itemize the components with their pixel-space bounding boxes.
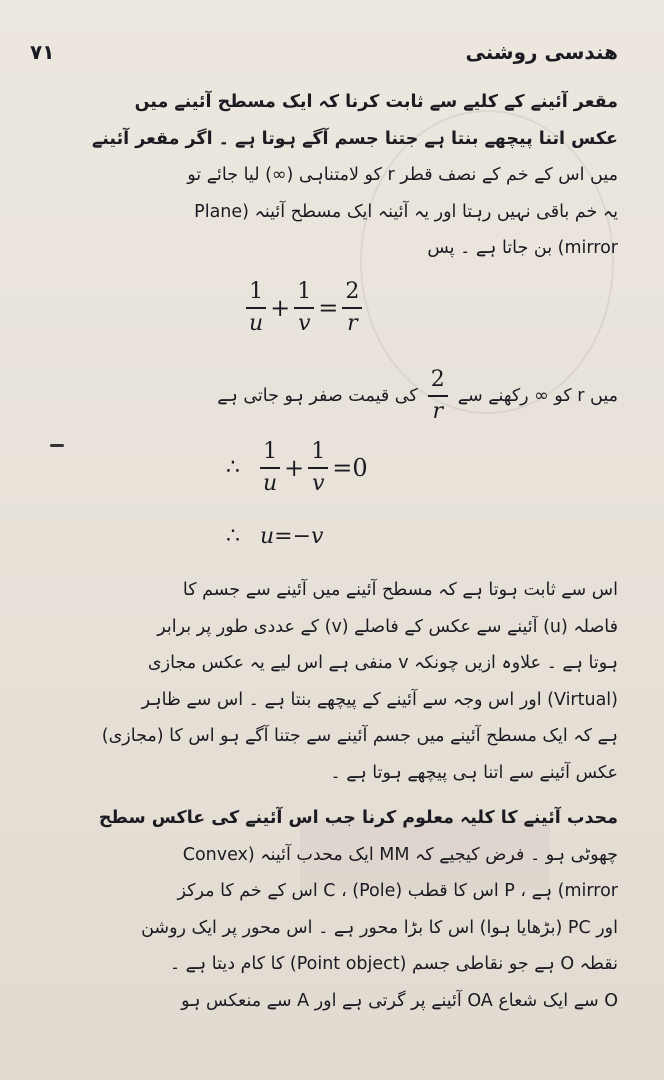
paragraph-line: مقعر آئینے کے کلیے سے ثابت کرنا کہ ایک مسطح آئینے میں: [134, 92, 618, 112]
statement-text: میں r کو ∞ رکھنے سے: [457, 386, 618, 406]
mirror-equation: $\frac{1}{u}$ + $\frac{1}{v}$ = $\frac{2}{r}$: [246, 280, 362, 336]
fraction: $\frac{1}{v}$: [294, 280, 314, 336]
infinity-statement: [40, 367, 618, 424]
paragraph-line: اس سے ثابت ہوتا ہے کہ مسطح آئینے میں آئینے سے جسم کا: [182, 580, 618, 600]
fraction: $\frac{2}{r}$: [342, 280, 362, 336]
paragraph-line: فاصلہ (u) آئینے سے عکس کے فاصلے (v) کے عددی طور پر برابر: [157, 616, 618, 637]
paragraph-line: mirror) ہے ، P اس کا قطب (Pole) ، C اس کے خم کا مرکز: [177, 881, 618, 901]
paragraph-line: ہے کہ ایک مسطح آئینے میں جسم آئینے سے جتنا آگے ہو اس کا (مجازی): [101, 726, 618, 746]
paragraph-line: O سے ایک شعاع OA آئینے پر گرتی ہے اور A سے منعکس ہو: [181, 990, 618, 1011]
paragraph-line: ہوتا ہے ۔ علاوہ ازیں چونکہ v منفی ہے اس لیے یہ عکس مجازی: [147, 653, 618, 673]
paragraph-line: میں اس کے خم کے نصف قطر r کو لامتناہی (∞) لیا جائے تو: [187, 165, 618, 185]
fraction: $\frac{1}{u}$: [260, 440, 280, 496]
fraction: $\frac{1}{u}$: [246, 280, 266, 336]
paragraph-line: اور PC (بڑھایا ہوا) اس کا بڑا محور ہے ۔ اس محور پر ایک روشن: [141, 917, 618, 938]
statement-text: کی قیمت صفر ہو جاتی ہے: [217, 386, 418, 406]
reduced-equation: ∴ $\frac{1}{u}$ + $\frac{1}{v}$ =0: [226, 439, 368, 496]
fraction: $\frac{1}{v}$: [308, 440, 328, 496]
running-title: هندسی روشنی: [465, 40, 618, 64]
paragraph-line: چھوٹی ہو ۔ فرض کیجیے کہ MM ایک محدب آئینہ (Convex: [182, 844, 618, 865]
fraction: $\frac{2}{r}$: [428, 368, 448, 424]
paragraph-virtual-image: [36, 572, 618, 791]
paragraph-convex-mirror: [36, 800, 618, 1019]
stray-mark: [50, 444, 64, 447]
paragraph-line: یہ خم باقی نہیں رہتا اور یہ آئینہ ایک مسطح آئینہ (Plane: [194, 201, 618, 222]
paragraph-line: عکس اتنا پیچھے بنتا ہے جتنا جسم آگے ہوتا ہے ۔ اگر مقعر آئینے: [92, 128, 618, 149]
paragraph-line: عکس آئینے سے اتنا ہی پیچھے ہوتا ہے ۔: [330, 762, 618, 783]
page-number: ۷۱: [30, 40, 55, 64]
paragraph-line: نقطہ O ہے جو نقاطی جسم (Point object) کا کام دیتا ہے ۔: [169, 954, 618, 974]
paragraph-line: mirror) بن جاتا ہے ۔ پس: [427, 238, 618, 258]
result-equation: ∴ u=−v: [226, 524, 324, 549]
paragraph-line: (Virtual) اور اس وجہ سے آئینے کے پیچھے بنتا ہے ۔ اس سے ظاہر: [141, 689, 618, 710]
section-heading-line: محدب آئینے کا کلیہ معلوم کرنا جب اس آئینے کی عاکس سطح: [98, 808, 618, 828]
paragraph-plane-mirror: [36, 84, 618, 267]
